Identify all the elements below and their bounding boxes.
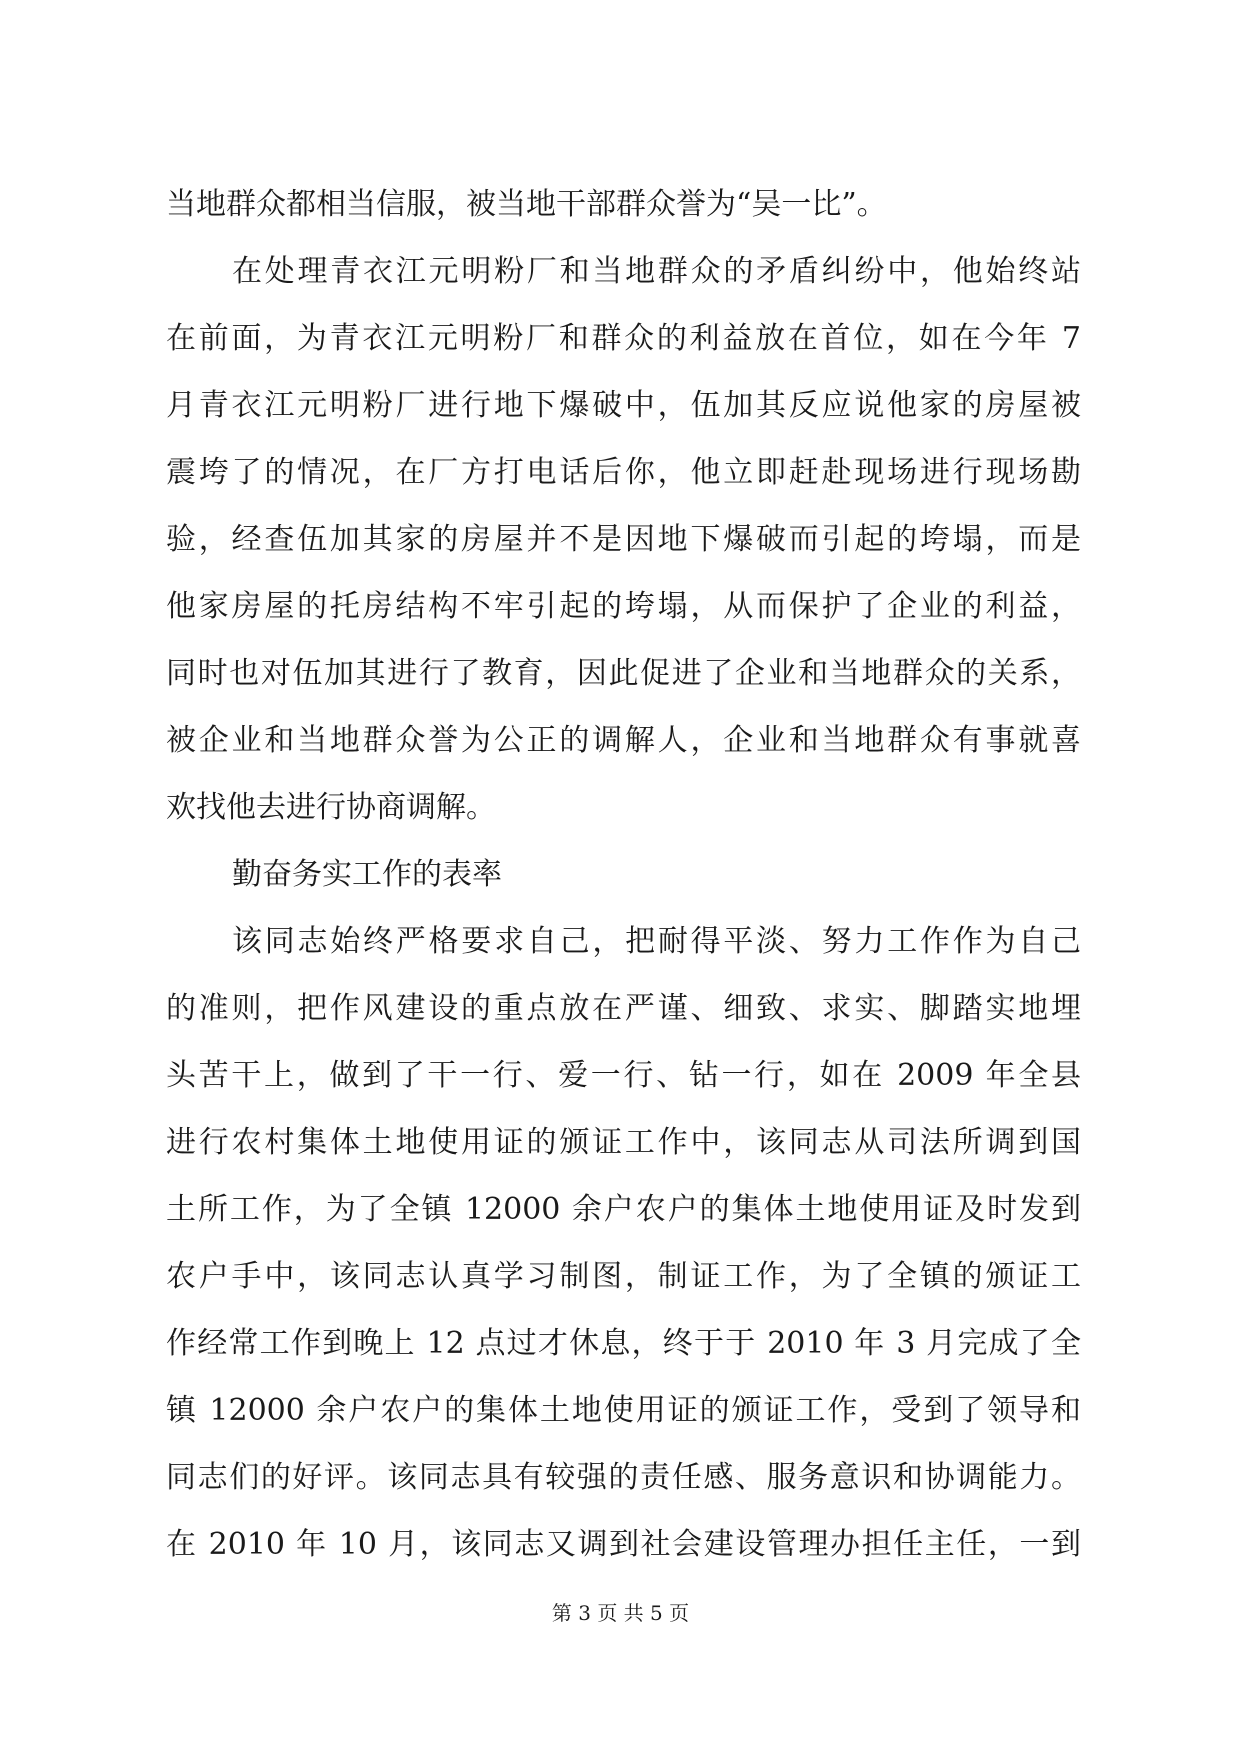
text-line-19: 镇 12000 余户农户的集体土地使用证的颁证工作，受到了领导和 [166, 1393, 1081, 1428]
text-line-17: 农户手中，该同志认真学习制图，制证工作，为了全镇的颁证工 [166, 1259, 1081, 1294]
text-line-3: 在前面，为青衣江元明粉厂和群众的利益放在首位，如在今年 7 [166, 321, 1081, 356]
text-line-14: 头苦干上，做到了干一行、爱一行、钻一行，如在 2009 年全县 [166, 1058, 1081, 1093]
text-line-12: 该同志始终严格要求自己，把耐得平淡、努力工作作为自己 [232, 924, 1081, 959]
text-line-8: 同时也对伍加其进行了教育，因此促进了企业和当地群众的关系， [166, 656, 1081, 691]
text-line-20: 同志们的好评。该同志具有较强的责任感、服务意识和协调能力。 [166, 1460, 1081, 1495]
page-number-footer: 第 3 页 共 5 页 [551, 1601, 690, 1625]
text-line-2: 在处理青衣江元明粉厂和当地群众的矛盾纠纷中，他始终站 [232, 254, 1081, 289]
text-line-21: 在 2010 年 10 月，该同志又调到社会建设管理办担任主任，一到 [166, 1527, 1081, 1562]
text-line-9: 被企业和当地群众誉为公正的调解人，企业和当地群众有事就喜 [166, 723, 1081, 758]
text-line-16: 土所工作，为了全镇 12000 余户农户的集体土地使用证及时发到 [166, 1192, 1081, 1227]
text-line-15: 进行农村集体土地使用证的颁证工作中，该同志从司法所调到国 [166, 1125, 1081, 1160]
text-line-5: 震垮了的情况，在厂方打电话后你，他立即赶赴现场进行现场勘 [166, 455, 1081, 490]
text-line-1: 当地群众都相当信服，被当地干部群众誉为“吴一比”。 [166, 187, 887, 222]
text-line-13: 的准则，把作风建设的重点放在严谨、细致、求实、脚踏实地埋 [166, 991, 1081, 1026]
text-line-7: 他家房屋的托房结构不牢引起的垮塌，从而保护了企业的利益， [166, 589, 1081, 624]
text-line-10: 欢找他去进行协商调解。 [166, 790, 496, 825]
section-heading: 勤奋务实工作的表率 [232, 857, 502, 892]
text-line-4: 月青衣江元明粉厂进行地下爆破中，伍加其反应说他家的房屋被 [166, 388, 1081, 423]
text-line-18: 作经常工作到晚上 12 点过才休息，终于于 2010 年 3 月完成了全 [166, 1326, 1081, 1361]
text-line-6: 验，经查伍加其家的房屋并不是因地下爆破而引起的垮塌，而是 [166, 522, 1081, 557]
